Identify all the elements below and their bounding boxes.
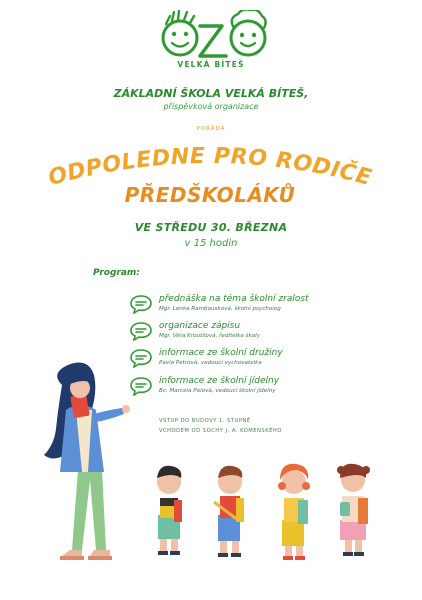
teacher-figure-icon xyxy=(44,363,130,560)
program-item-speaker: Mgr. Věra Kroutilová, ředitelka školy xyxy=(159,333,261,339)
logo-text: VELKÁ BÍTEŠ xyxy=(177,60,245,69)
child-figure-icon xyxy=(157,466,182,555)
program-item-title: organizace zápisu xyxy=(159,321,241,331)
program-label: Program: xyxy=(93,268,140,278)
logo-z-shape xyxy=(200,26,226,56)
logo-face-right-icon xyxy=(231,10,266,55)
logo-face-left-icon xyxy=(163,11,197,55)
program-item-speaker: Bc. Marcela Polová, vedoucí školní jídelny xyxy=(159,388,276,394)
program-item-speaker: Pavla Petrová, vedoucí vychovatelka xyxy=(159,360,262,366)
speech-bubble-icon xyxy=(130,321,152,341)
title-line-1: ODPOLEDNE PRO RODIČE xyxy=(45,143,375,192)
program-item-title: informace ze školní jídelny xyxy=(159,376,280,386)
title-line-2: PŘEDŠKOLÁKŮ xyxy=(124,183,296,207)
school-name: ZÁKLADNÍ ŠKOLA VELKÁ BÍTEŠ, xyxy=(113,87,309,100)
entry-info-line-1: VSTUP DO BUDOVY 1. STUPNĚ xyxy=(159,418,251,424)
event-time: v 15 hodin xyxy=(184,238,238,249)
child-figure-icon xyxy=(214,466,244,557)
child-figure-icon xyxy=(278,464,310,560)
event-date: VE STŘEDU 30. BŘEZNA xyxy=(134,221,288,234)
program-item-title: přednáška na téma školní zralost xyxy=(159,294,309,304)
entry-info-line-2: VCHODEM OD SOCHY J. A. KOMENSKÉHO xyxy=(159,428,282,434)
presents-label: POŘÁDÁ xyxy=(196,126,226,132)
program-item xyxy=(130,321,390,347)
teacher-children-illustration xyxy=(0,360,422,600)
program-item-title: informace ze školní družiny xyxy=(159,348,283,358)
program-item-speaker: Mgr. Lenka Rambousková, školní psycholog xyxy=(159,306,281,312)
school-subtitle: příspěvková organizace xyxy=(163,102,259,111)
speech-bubble-icon xyxy=(130,294,152,314)
program-item xyxy=(130,294,390,320)
event-title xyxy=(40,136,380,208)
child-figure-icon xyxy=(337,464,370,556)
